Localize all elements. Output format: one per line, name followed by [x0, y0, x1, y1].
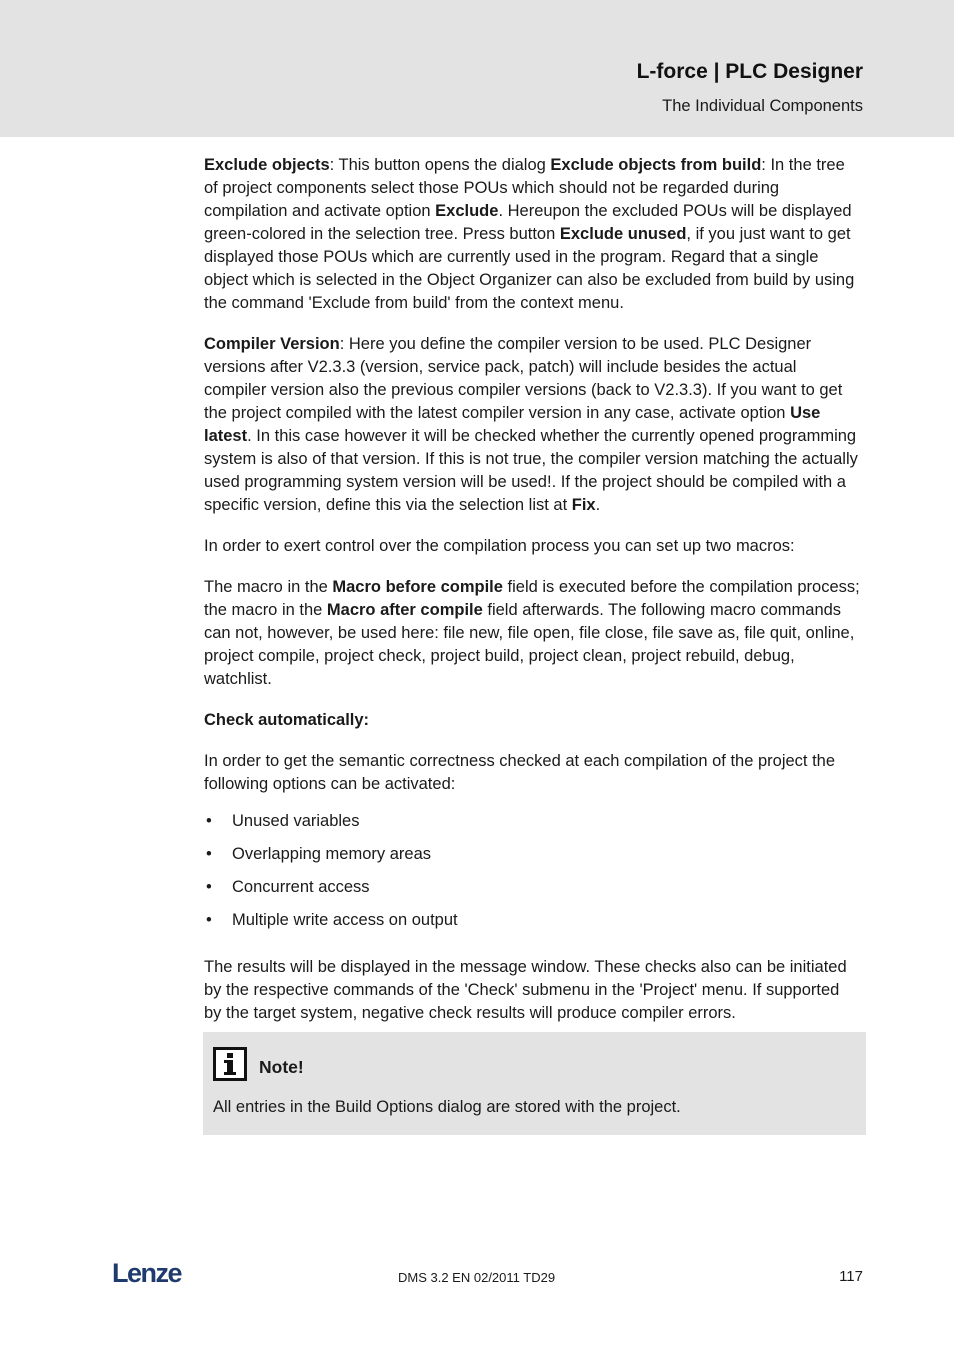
term: Exclude unused — [559, 225, 687, 243]
term: Macro after compile — [326, 601, 483, 619]
bullet: • — [206, 911, 212, 929]
header-title: L-force | PLC Designer — [636, 60, 863, 83]
text: . — [595, 496, 601, 514]
note-text: All entries in the Build Options dialog are stored with the project. — [213, 1098, 681, 1116]
text: , if you just want to get displayed those POUs which are currently used in the program. Regard that a single object which is selected in the Object Organizer can also be excluded from build by using the command 'Exclude from build' from the context menu. — [204, 225, 855, 312]
term: Use latest — [204, 404, 821, 445]
logo-text: Lenze — [112, 1259, 182, 1287]
document-id: DMS 3.2 EN 02/2011 TD29 — [398, 1270, 556, 1285]
term: Exclude — [435, 202, 499, 220]
main-content — [204, 154, 861, 1043]
paragraph-compiler-version — [204, 333, 861, 517]
list-item-text: Unused variables — [232, 812, 360, 830]
header-subtitle: The Individual Components — [662, 97, 863, 115]
text: : In the tree of project components select those POUs which should not be regarded during compilation and activate option — [204, 156, 845, 220]
term: Exclude objects from build — [550, 156, 762, 174]
text: field afterwards. The following macro commands can not, however, be used here: file new, file open, file close, file save as, file quit, online, project compile, project check, project build, project clean, project rebuild, debug, watchlist. — [204, 601, 855, 688]
term: Fix — [571, 496, 596, 514]
paragraph-exclude-objects — [204, 154, 861, 315]
text: . In this case however it will be checked whether the currently opened programming system is also of that version. If this is not true, the compiler version matching the actually used programming system version will be used!. If the project should be compiled with a specific version, define this via the selection list at — [204, 427, 858, 514]
text: The macro in the — [204, 578, 333, 596]
heading-text: Check automatically: — [204, 711, 370, 729]
page-number: 117 — [839, 1268, 863, 1285]
term: Exclude objects — [204, 156, 330, 174]
paragraph-check-intro: In order to get the semantic correctness checked at each compilation of the project the following options can be activated: — [204, 752, 836, 793]
bullet: • — [206, 878, 212, 896]
text: : This button opens the dialog — [329, 156, 551, 174]
list-item-text: Overlapping memory areas — [232, 845, 431, 863]
check-automatically-heading — [204, 709, 861, 732]
list-item-text: Multiple write access on output — [232, 911, 458, 929]
bullet: • — [206, 812, 212, 830]
text: field is executed before the compilation process; the macro in the — [204, 578, 860, 619]
text: . Hereupon the excluded POUs will be displayed green-colored in the selection tree. Press button — [204, 202, 852, 243]
list-item — [204, 909, 861, 942]
paragraph-macros — [204, 576, 861, 691]
paragraph-macros-intro: In order to exert control over the compilation process you can set up two macros: — [204, 537, 795, 555]
list-item-text: Concurrent access — [232, 878, 370, 896]
paragraph-check-results: The results will be displayed in the message window. These checks also can be initiated by the respective commands of the 'Check' submenu in the 'Project' menu. If supported by the target system, negative check results will produce compiler errors. — [204, 958, 847, 1022]
text: : Here you define the compiler version to be used. PLC Designer versions after V2.3.3 (version, service pack, patch) will include besides the actual compiler version also the previous compiler versions (back to V2.3.3). If you want to get the project compiled with the latest compiler version in any case, activate option — [204, 335, 843, 422]
info-icon — [213, 1047, 247, 1081]
note-box — [203, 1032, 866, 1135]
term: Compiler Version — [204, 335, 340, 353]
list-item — [204, 876, 861, 909]
list-item — [204, 843, 861, 876]
check-options-list — [204, 810, 861, 942]
term: Macro before compile — [332, 578, 503, 596]
bullet: • — [206, 845, 212, 863]
lenze-logo — [112, 1259, 192, 1287]
list-item — [204, 810, 861, 843]
page-header — [0, 0, 954, 137]
note-title: Note! — [259, 1057, 304, 1077]
